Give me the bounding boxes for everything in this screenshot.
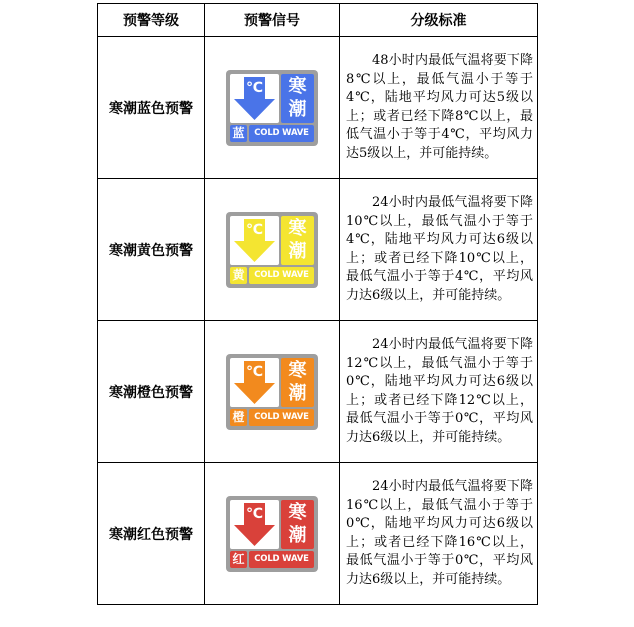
warning-signal-cell	[205, 179, 340, 321]
name-panel	[281, 74, 314, 123]
name-char-1: 寒	[288, 75, 307, 97]
cold-wave-english-label: COLD WAVE	[249, 551, 314, 568]
name-char-1: 寒	[288, 359, 307, 381]
name-char-1: 寒	[288, 217, 307, 239]
header-standard: 分级标准	[340, 4, 538, 37]
warning-level: 寒潮蓝色预警	[98, 37, 205, 179]
grading-standard	[340, 179, 538, 321]
warning-signal-cell	[205, 321, 340, 463]
cold-wave-warning-icon	[226, 496, 318, 572]
warning-level: 寒潮橙色预警	[98, 321, 205, 463]
name-panel	[281, 500, 314, 549]
warning-signal-cell	[205, 463, 340, 605]
standard-text: 48小时内最低气温将要下降8℃以上，最低气温小于等于4℃，陆地平均风力可达5级以上；或者已经下降8℃以上，最低气温小于等于4℃，平均风力达5级以上，并可能持续。	[346, 53, 533, 161]
color-char-badge: 红	[230, 551, 247, 568]
cold-wave-name	[281, 501, 314, 547]
celsius-symbol: ℃	[246, 505, 263, 522]
cold-wave-english-label: COLD WAVE	[249, 125, 314, 142]
thermometer-panel	[230, 74, 279, 123]
name-char-2: 潮	[288, 382, 307, 404]
warning-level: 寒潮黄色预警	[98, 179, 205, 321]
header-level: 预警等级	[98, 4, 205, 37]
table-body	[98, 37, 538, 605]
grading-standard	[340, 37, 538, 179]
celsius-symbol: ℃	[246, 79, 263, 96]
table-row	[98, 37, 538, 179]
table-row	[98, 321, 538, 463]
cold-wave-english-label: COLD WAVE	[249, 267, 314, 284]
thermometer-panel	[230, 358, 279, 407]
celsius-symbol: ℃	[246, 221, 263, 238]
cold-wave-warning-icon	[226, 212, 318, 288]
grading-standard	[340, 321, 538, 463]
standard-text: 24小时内最低气温将要下降10℃以上，最低气温小于等于4℃，陆地平均风力可达6级以上；或者已经下降10℃以上，最低气温小于等于4℃，平均风力达6级以上，并可能持续。	[346, 195, 533, 303]
warning-table	[97, 3, 538, 605]
cold-wave-name	[281, 359, 314, 405]
table-header-row	[98, 4, 538, 37]
name-panel	[281, 216, 314, 265]
celsius-symbol: ℃	[246, 363, 263, 380]
warning-level: 寒潮红色预警	[98, 463, 205, 605]
name-char-1: 寒	[288, 501, 307, 523]
name-char-2: 潮	[288, 524, 307, 546]
thermometer-panel	[230, 500, 279, 549]
warning-signal-cell	[205, 37, 340, 179]
color-char-badge: 蓝	[230, 125, 247, 142]
name-panel	[281, 358, 314, 407]
name-char-2: 潮	[288, 240, 307, 262]
color-char-badge: 橙	[230, 409, 247, 426]
table-row	[98, 179, 538, 321]
standard-text: 24小时内最低气温将要下降12℃以上，最低气温小于等于0℃，陆地平均风力可达6级以上；或者已经下降12℃以上，最低气温小于等于0℃，平均风力达6级以上，并可能持续。	[346, 337, 533, 445]
table-row	[98, 463, 538, 605]
name-char-2: 潮	[288, 98, 307, 120]
cold-wave-warning-icon	[226, 354, 318, 430]
grading-standard	[340, 463, 538, 605]
cold-wave-name	[281, 75, 314, 121]
cold-wave-name	[281, 217, 314, 263]
color-char-badge: 黄	[230, 267, 247, 284]
standard-text: 24小时内最低气温将要下降16℃以上，最低气温小于等于0℃，陆地平均风力可达6级以上；或者已经下降16℃以上，最低气温小于等于0℃，平均风力达6级以上，并可能持续。	[346, 479, 533, 587]
header-signal: 预警信号	[205, 4, 340, 37]
cold-wave-english-label: COLD WAVE	[249, 409, 314, 426]
cold-wave-warning-icon	[226, 70, 318, 146]
thermometer-panel	[230, 216, 279, 265]
